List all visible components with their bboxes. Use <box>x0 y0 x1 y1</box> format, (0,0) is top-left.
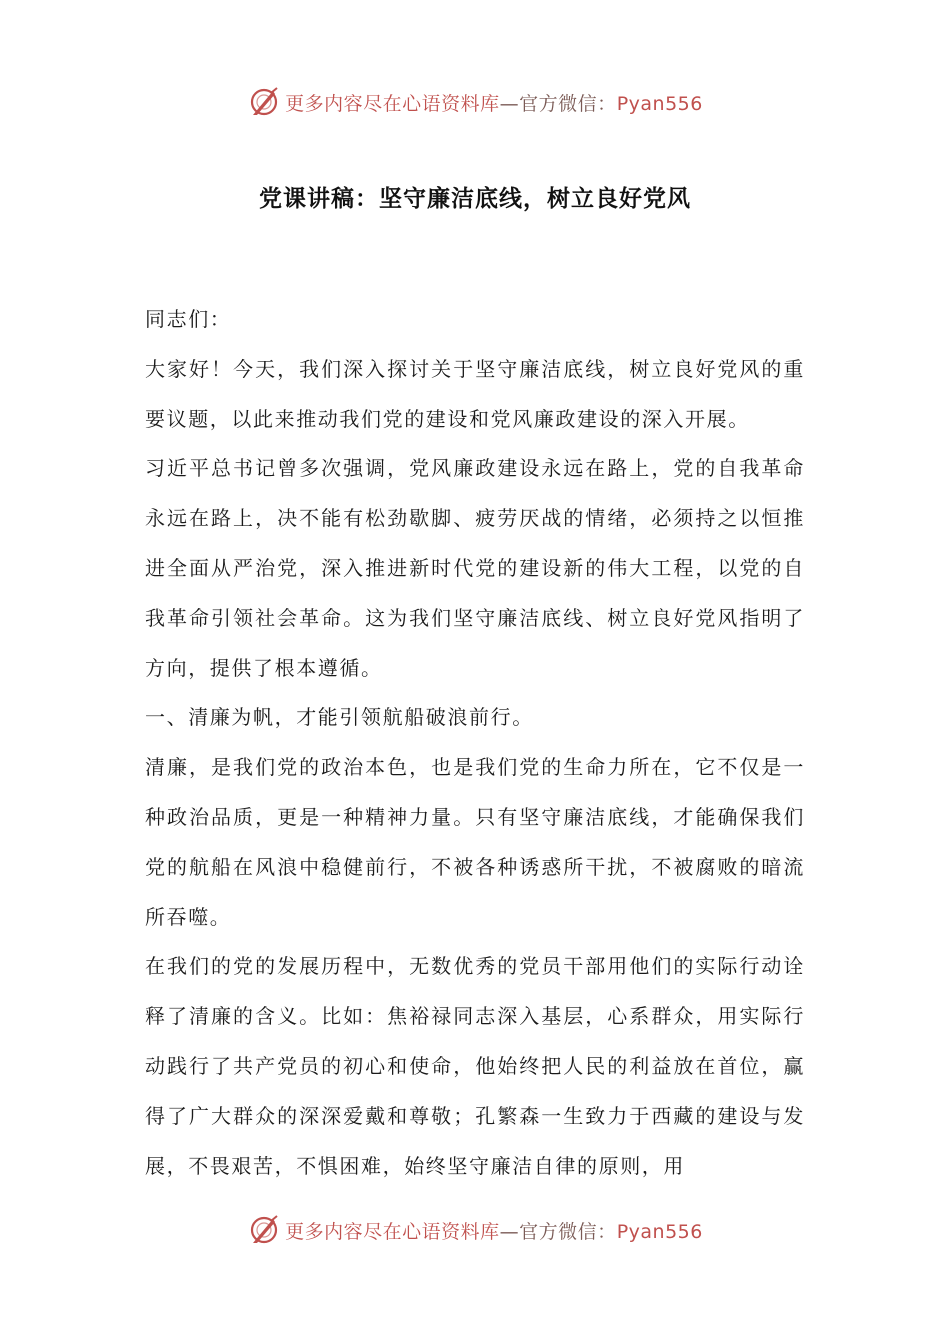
header-watermark-text <box>285 89 703 116</box>
footer-site-text: 更多内容尽在心语资料库 <box>285 1220 500 1243</box>
salutation: 同志们： <box>145 307 232 331</box>
footer-wechat-id: Pyan556 <box>616 1220 703 1243</box>
paragraph-examples: 在我们的党的发展历程中，无数优秀的党员干部用他们的实际行动诠释了清廉的含义。比如：焦裕禄同志深入基层，心系群众，用实际行动践行了共产党员的初心和使命，他始终把人民的利益放在首位，赢得了广大群众的深深爱戴和尊敬；孔繁森一生致力于西藏的建设与发展，不畏艰苦，不惧困难，始终坚守廉洁自律的原则，用 <box>145 954 805 1178</box>
footer-watermark-banner <box>0 1210 950 1250</box>
document-body <box>145 295 805 1191</box>
paragraph-intro: 大家好！今天，我们深入探讨关于坚守廉洁底线，树立良好党风的重要议题，以此来推动我们党的建设和党风廉政建设的深入开展。 <box>145 356 805 431</box>
header-wechat-id: Pyan556 <box>616 92 703 115</box>
header-watermark-banner <box>0 82 950 122</box>
footer-wechat-label: —官方微信： <box>499 1220 617 1243</box>
header-wechat-label: —官方微信： <box>499 92 617 115</box>
quill-logo-icon <box>247 85 281 119</box>
footer-watermark-text <box>285 1217 703 1244</box>
document-title: 党课讲稿：坚守廉洁底线，树立良好党风 <box>259 186 691 212</box>
paragraph-integrity: 清廉，是我们党的政治本色，也是我们党的生命力所在，它不仅是一种政治品质，更是一种精神力量。只有坚守廉洁底线，才能确保我们党的航船在风浪中稳健前行，不被各种诱惑所干扰，不被腐败的暗流所吞噬。 <box>145 755 805 929</box>
section-heading-1: 一、清廉为帆，才能引领航船破浪前行。 <box>145 705 534 730</box>
quill-logo-icon <box>247 1213 281 1247</box>
header-site-text: 更多内容尽在心语资料库 <box>285 92 500 115</box>
paragraph-xi-quote: 习近平总书记曾多次强调，党风廉政建设永远在路上，党的自我革命永远在路上，决不能有松劲歇脚、疲劳厌战的情绪，必须持之以恒推进全面从严治党，深入推进新时代党的建设新的伟大工程，以党的自我革命引领社会革命。这为我们坚守廉洁底线、树立良好党风指明了方向，提供了根本遵循。 <box>145 456 805 680</box>
